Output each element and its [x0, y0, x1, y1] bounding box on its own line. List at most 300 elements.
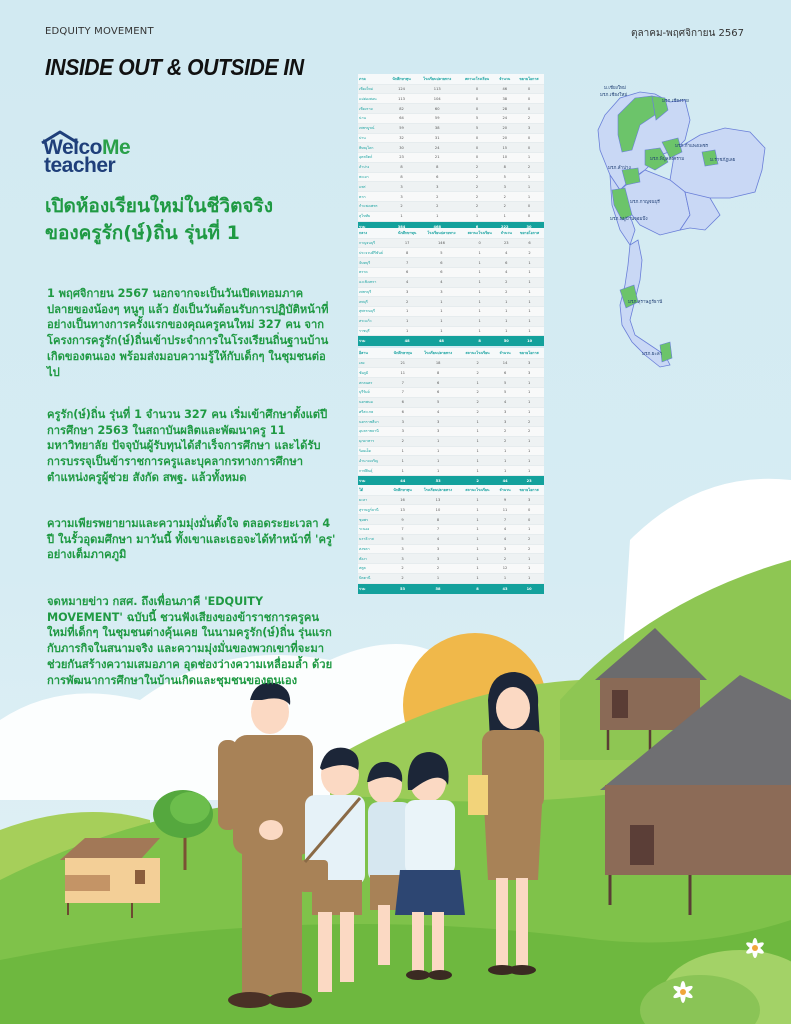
table-row	[358, 387, 544, 397]
table-cell: 17	[393, 238, 421, 248]
table-total-cell: 10	[515, 336, 544, 347]
table-cell: 1	[459, 456, 496, 466]
col-header: โรงเรียนปลายทาง	[424, 350, 453, 355]
table-header-row	[358, 485, 544, 495]
table-cell: 1	[515, 287, 544, 297]
table-cell: 0	[514, 515, 544, 525]
table-cell: 7	[388, 524, 417, 534]
table-cell: ราชบุรี	[358, 326, 393, 336]
table-cell: 1	[514, 466, 544, 476]
col-header: ใต้	[359, 487, 364, 492]
table-cell: กาญจนบุรี	[358, 238, 393, 248]
table-cell: 3	[496, 417, 514, 427]
table-row	[358, 534, 544, 544]
table-row	[358, 201, 544, 211]
table-cell: 24	[496, 113, 514, 123]
table-cell: 7	[389, 378, 418, 388]
table-cell: 1	[387, 211, 416, 221]
table-row	[358, 84, 544, 94]
col-header: นักศึกษาทุน	[393, 350, 412, 355]
table-cell: 9	[496, 495, 514, 505]
table-cell: 12	[496, 564, 514, 574]
table-total-cell: 50	[497, 336, 515, 347]
table-row	[358, 397, 544, 407]
table-cell: 2	[389, 436, 418, 446]
table-cell: 1	[496, 211, 514, 221]
table-cell: 2	[514, 427, 544, 437]
table-cell: 5	[496, 378, 514, 388]
table-cell: 0	[514, 201, 544, 211]
table-cell: 1	[389, 456, 418, 466]
table-cell: 1	[393, 307, 421, 317]
table-cell: 23	[497, 238, 515, 248]
table-row	[358, 515, 544, 525]
table-row	[358, 267, 544, 277]
table-cell: 18	[417, 358, 459, 368]
table-cell: 1	[421, 297, 462, 307]
table-cell: 1	[514, 192, 544, 202]
table-cell: 0	[514, 104, 544, 114]
table-cell: 1	[497, 307, 515, 317]
table-cell: ร้อยเอ็ด	[358, 446, 389, 456]
table-cell: 5	[417, 397, 459, 407]
table-cell: อุตรดิตถ์	[358, 153, 387, 163]
table-cell: 0	[459, 153, 496, 163]
table-cell: 8	[393, 248, 421, 258]
map-label: มรภ.กำแพงเพชร	[675, 144, 709, 149]
table-total-cell: 43	[496, 583, 514, 594]
table-cell: 2	[459, 368, 496, 378]
table-cell: ฉะเชิงเทรา	[358, 277, 393, 287]
table-cell: สุราษฎร์ธานี	[358, 505, 388, 515]
table-cell: 32	[387, 133, 416, 143]
col-header: นักศึกษาทุน	[398, 230, 417, 235]
table-row	[358, 192, 544, 202]
table-cell: 6	[416, 172, 459, 182]
table-cell: 28	[496, 104, 514, 114]
table-cell: 0	[514, 505, 544, 515]
table-total-cell: รวม	[358, 221, 387, 232]
map-label: มรภ.กาญจนบุรี	[630, 200, 660, 205]
table-cell: ปัตตานี	[358, 573, 388, 583]
table-cell: กาฬสินธุ์	[358, 466, 389, 476]
table-total-cell: 8	[459, 583, 496, 594]
table-row	[358, 446, 544, 456]
publication-name: EDQUITY MOVEMENT	[45, 26, 154, 37]
table-cell: 1	[417, 436, 459, 446]
table-cell: 1	[417, 446, 459, 456]
table-cell: 1	[462, 258, 498, 268]
col-header: ขยายโอกาส	[519, 487, 539, 492]
table-cell: ลำปาง	[358, 162, 387, 172]
map-label: มรภ.ยะลา	[642, 352, 663, 357]
table-row	[358, 358, 544, 368]
table-total-cell: 384	[387, 221, 416, 232]
col-header: จำนวน	[499, 76, 511, 81]
table-cell: 3	[387, 192, 416, 202]
table-cell: 3	[393, 287, 421, 297]
table-cell: 2	[496, 554, 514, 564]
table-total-cell: 23	[514, 475, 544, 486]
table-row	[358, 544, 544, 554]
table-cell: ชัยภูมิ	[358, 368, 389, 378]
table-cell: 1	[515, 307, 544, 317]
table-cell: 2	[514, 417, 544, 427]
table-cell: 0	[462, 238, 498, 248]
table-body	[358, 84, 544, 231]
table-cell: 13	[388, 505, 417, 515]
table-cell: 30	[387, 143, 416, 153]
table-cell: 1	[459, 495, 496, 505]
table-row	[358, 554, 544, 564]
table-cell: 20	[496, 123, 514, 133]
table-cell: 10	[417, 505, 459, 515]
table-cell: 7	[389, 387, 418, 397]
table-cell: 1	[459, 417, 496, 427]
table-total-cell: 48	[421, 336, 462, 347]
table-cell: 1	[462, 287, 498, 297]
table-cell: สุพรรณบุรี	[358, 307, 393, 317]
table-cell: 2	[496, 192, 514, 202]
logo-welco: Welco	[43, 136, 102, 159]
paragraph-1: 1 พฤศจิกายน 2567 นอกจากจะเป็นวันเปิดเทอมภาคปลายของน้องๆ หนูๆ แล้ว ยังเป็นวันต้อนรับการปฏิบัติหน้าที่อย่างเป็นทางการครั้งแรกของคุณครูคนใหม่ 327 คน จากโครงการครูรัก(ษ์)ถิ่นเข้าประจำการในโรงเรียนถิ่นฐานบ้านเกิดของตนเอง พร้อมส่งมอบความรู้ให้กับเด็กๆ ในชุมชนต่อไป	[47, 287, 329, 379]
paragraph-2: ครูรัก(ษ์)ถิ่น รุ่นที่ 1 จำนวน 327 คน เริ่มเข้าศึกษาตั้งแต่ปีการศึกษา 2563 ในสถาบันผลิตและพัฒนาครู 11 มหาวิทยาลัย ปัจจุบันผู้รับทุนได้สำเร็จการศึกษา และได้รับการบรรจุเป็นข้าราชการครูและบุคลากรทางการศึกษา ตำแหน่งครูผู้ช่วย สังกัด สพฐ. แล้วทั้งหมด	[47, 408, 328, 484]
table-south	[358, 485, 544, 594]
table-row	[358, 564, 544, 574]
table-cell: 6	[421, 258, 462, 268]
table-cell: 1	[496, 446, 514, 456]
table-cell: เลย	[358, 358, 389, 368]
table-cell: 14	[496, 358, 514, 368]
table-cell: พังงา	[358, 554, 388, 564]
table-cell: 38	[496, 94, 514, 104]
table-cell: 1	[497, 297, 515, 307]
table-row	[358, 316, 544, 326]
col-header: จำนวน	[500, 230, 512, 235]
table-central	[358, 228, 544, 346]
table-total-cell: 468	[416, 221, 459, 232]
table-cell: 2	[459, 358, 496, 368]
table-cell: 64	[387, 113, 416, 123]
table-cell: 1	[496, 573, 514, 583]
table-total-cell: 58	[417, 583, 459, 594]
table-cell: 1	[514, 573, 544, 583]
table-cell: ระนอง	[358, 524, 388, 534]
table-cell: 0	[514, 84, 544, 94]
table-cell: 21	[389, 358, 418, 368]
table-body	[358, 238, 544, 346]
table-total-cell: 44	[496, 475, 514, 486]
table-cell: 3	[416, 182, 459, 192]
table-cell: อุบลราชธานี	[358, 427, 389, 437]
table-cell: 82	[387, 104, 416, 114]
table-cell: 113	[387, 94, 416, 104]
table-cell: 3	[514, 358, 544, 368]
col-header: ขยายโอกาส	[519, 230, 540, 235]
table-cell: 1	[421, 307, 462, 317]
table-cell: นครพนม	[358, 397, 389, 407]
headline-line-2: ของครูรัก(ษ์)ถิ่น รุ่นที่ 1	[45, 222, 240, 244]
table-cell: 1	[421, 316, 462, 326]
table-row	[358, 248, 544, 258]
table-cell: 1	[459, 436, 496, 446]
table-cell: 0	[459, 133, 496, 143]
col-header: กลาง	[359, 230, 368, 235]
table-cell: 4	[496, 524, 514, 534]
table-row	[358, 113, 544, 123]
table-cell: 1	[514, 407, 544, 417]
table-total-cell: 10	[514, 583, 544, 594]
table-cell: 15	[496, 143, 514, 153]
table-row	[358, 133, 544, 143]
table-cell: 113	[416, 84, 459, 94]
table-cell: 1	[459, 466, 496, 476]
table-body	[358, 358, 544, 486]
map-label: มรภ.เชียงใหม่	[600, 93, 628, 98]
table-cell: ตราด	[358, 267, 393, 277]
thailand-map	[590, 80, 775, 370]
table-total-cell: 30	[514, 221, 544, 232]
table-row	[358, 378, 544, 388]
table-cell: 3	[496, 407, 514, 417]
col-header: นักศึกษาทุน	[392, 76, 411, 81]
table-cell: กำแพงเพชร	[358, 201, 387, 211]
welcome-teacher-logo	[40, 130, 160, 180]
table-cell: 3	[388, 544, 417, 554]
table-total-row	[358, 583, 544, 594]
table-cell: 1	[515, 267, 544, 277]
table-cell: 1	[515, 297, 544, 307]
table-cell: 3	[417, 417, 459, 427]
table-cell: 1	[462, 326, 498, 336]
table-row	[358, 573, 544, 583]
table-cell: 3	[389, 417, 418, 427]
table-row	[358, 162, 544, 172]
table-total-cell: 44	[389, 475, 418, 486]
table-cell: 2	[387, 201, 416, 211]
table-cell: 59	[387, 123, 416, 133]
table-row	[358, 417, 544, 427]
col-header: สถานะโรงเรียน	[464, 76, 490, 81]
table-cell: 11	[389, 368, 418, 378]
table-cell: แพร่	[358, 182, 387, 192]
table-cell: 5	[388, 534, 417, 544]
table-cell: 3	[417, 544, 459, 554]
table-total-cell: 8	[462, 336, 498, 347]
table-cell: 9	[388, 515, 417, 525]
table-cell: 1	[459, 573, 496, 583]
table-cell: 1	[514, 387, 544, 397]
map-label: ม.ราชภัฏเลย	[710, 158, 736, 163]
map-shape	[590, 80, 775, 370]
table-cell: 6	[393, 267, 421, 277]
table-cell: 1	[417, 456, 459, 466]
table-cell: 2	[515, 248, 544, 258]
table-cell: 0	[514, 94, 544, 104]
table-cell: สุโขทัย	[358, 211, 387, 221]
table-row	[358, 104, 544, 114]
table-row	[358, 427, 544, 437]
map-label: มรภ.ลำปาง	[608, 166, 631, 171]
logo-line-2: teacher	[44, 154, 116, 177]
col-header: จำนวน	[499, 350, 511, 355]
table-cell: ศรีสะเกษ	[358, 407, 389, 417]
headline	[45, 193, 345, 247]
table-cell: 1	[462, 307, 498, 317]
map-label: มรภ.พิบูลสงคราม	[650, 157, 685, 162]
paragraph-3: ความเพียรพยายามและความมุ่งมั่นตั้งใจ ตลอดระยะเวลา 4 ปี ในรั้วอุดมศึกษา มาวันนี้ ทั้งเขาและเธอจะได้ทำหน้าที่ 'ครู' อย่างเต็มภาคภูมิ	[47, 517, 336, 562]
table-row	[358, 495, 544, 505]
table-cell: 6	[389, 407, 418, 417]
table-cell: 3	[514, 368, 544, 378]
table-cell: 2	[388, 564, 417, 574]
table-cell: 0	[459, 143, 496, 153]
col-header: โรงเรียนปลายทาง	[427, 230, 456, 235]
section-title: INSIDE OUT & OUTSIDE IN	[45, 54, 304, 80]
table-cell: 1	[514, 378, 544, 388]
table-cell: 4	[417, 407, 459, 417]
table-cell: สระแก้ว	[358, 316, 393, 326]
table-cell: 2	[417, 564, 459, 574]
table-cell: 1	[462, 267, 498, 277]
table-cell: 1	[416, 211, 459, 221]
table-cell: 0	[514, 211, 544, 221]
table-cell: 10	[496, 153, 514, 163]
table-cell: 1	[497, 326, 515, 336]
table-cell: 13	[417, 495, 459, 505]
table-cell: แม่ฮ่องสอน	[358, 94, 387, 104]
table-row	[358, 172, 544, 182]
table-cell: 6	[496, 368, 514, 378]
table-cell: 1	[462, 248, 498, 258]
table-total-cell: รวม	[358, 583, 388, 594]
col-header: ขยายโอกาส	[519, 350, 539, 355]
table-cell: บุรีรัมย์	[358, 387, 389, 397]
table-row	[358, 123, 544, 133]
table-cell: 60	[416, 104, 459, 114]
table-cell: 1	[462, 316, 498, 326]
headline-line-1: เปิดห้องเรียนใหม่ในชีวิตจริง	[45, 195, 274, 217]
table-cell: มุกดาหาร	[358, 436, 389, 446]
table-cell: 1	[417, 466, 459, 476]
table-cell: 1	[514, 524, 544, 534]
table-cell: ตาก	[358, 192, 387, 202]
table-row	[358, 287, 544, 297]
table-cell: สตูล	[358, 564, 388, 574]
table-cell: 1	[514, 397, 544, 407]
table-cell: 2	[497, 277, 515, 287]
col-header: นักศึกษาทุน	[393, 487, 412, 492]
table-cell: 5	[496, 172, 514, 182]
table-row	[358, 182, 544, 192]
table-cell: 2	[459, 397, 496, 407]
table-row	[358, 456, 544, 466]
table-cell: สงขลา	[358, 544, 388, 554]
table-row	[358, 307, 544, 317]
table-header-row	[358, 348, 544, 358]
table-cell: 8	[416, 162, 459, 172]
table-cell: 7	[393, 258, 421, 268]
table-cell: 4	[393, 277, 421, 287]
table-cell: 1	[459, 564, 496, 574]
table-cell: 5	[459, 123, 496, 133]
table-row	[358, 277, 544, 287]
table-cell: 0	[459, 84, 496, 94]
table-cell: 3	[389, 427, 418, 437]
table-cell: 1	[514, 446, 544, 456]
col-header: ภาค	[359, 76, 366, 81]
table-header-row	[358, 228, 544, 238]
table-cell: 1	[459, 211, 496, 221]
table-cell: 3	[496, 182, 514, 192]
table-cell: 1	[515, 326, 544, 336]
table-north	[358, 74, 544, 232]
table-cell: 3	[496, 544, 514, 554]
table-cell: 6	[417, 387, 459, 397]
table-cell: 0	[459, 104, 496, 114]
table-cell: 1	[421, 326, 462, 336]
table-total-cell: 53	[388, 583, 417, 594]
table-cell: 3	[388, 554, 417, 564]
table-cell: 1	[459, 544, 496, 554]
table-row	[358, 368, 544, 378]
map-label: มรภ.เชียงราย	[662, 99, 689, 104]
table-cell: 1	[459, 427, 496, 437]
table-cell: 1	[389, 466, 418, 476]
table-cell: ลพบุรี	[358, 297, 393, 307]
table-row	[358, 211, 544, 221]
table-row	[358, 326, 544, 336]
table-cell: พะเยา	[358, 172, 387, 182]
table-cell: 1	[393, 326, 421, 336]
table-cell: 124	[387, 84, 416, 94]
table-cell: 31	[416, 133, 459, 143]
table-cell: พิษณุโลก	[358, 143, 387, 153]
table-cell: 1	[514, 456, 544, 466]
table-cell: 2	[496, 427, 514, 437]
table-cell: 1	[496, 466, 514, 476]
table-cell: 4	[421, 277, 462, 287]
table-cell: 59	[416, 113, 459, 123]
table-cell: 1	[459, 554, 496, 564]
table-cell: 24	[416, 143, 459, 153]
col-header: โรงเรียนปลายทาง	[423, 487, 452, 492]
table-total-cell: 53	[417, 475, 459, 486]
table-row	[358, 297, 544, 307]
col-header: โรงเรียนปลายทาง	[423, 76, 452, 81]
table-cell: 6	[497, 258, 515, 268]
table-row	[358, 238, 544, 248]
table-cell: 2	[416, 201, 459, 211]
table-cell: ปาน	[358, 133, 387, 143]
table-cell: 3	[387, 182, 416, 192]
table-row	[358, 94, 544, 104]
table-row	[358, 505, 544, 515]
table-row	[358, 524, 544, 534]
table-cell: 1	[462, 277, 498, 287]
table-cell: 2	[459, 192, 496, 202]
table-cell: 1	[462, 297, 498, 307]
table-row	[358, 436, 544, 446]
table-cell: 0	[514, 133, 544, 143]
table-cell: 146	[421, 238, 462, 248]
table-northeast	[358, 348, 544, 486]
table-cell: 2	[514, 534, 544, 544]
table-cell: ชุมพร	[358, 515, 388, 525]
table-cell: 3	[421, 287, 462, 297]
table-cell: 1	[515, 277, 544, 287]
table-header-row	[358, 74, 544, 84]
